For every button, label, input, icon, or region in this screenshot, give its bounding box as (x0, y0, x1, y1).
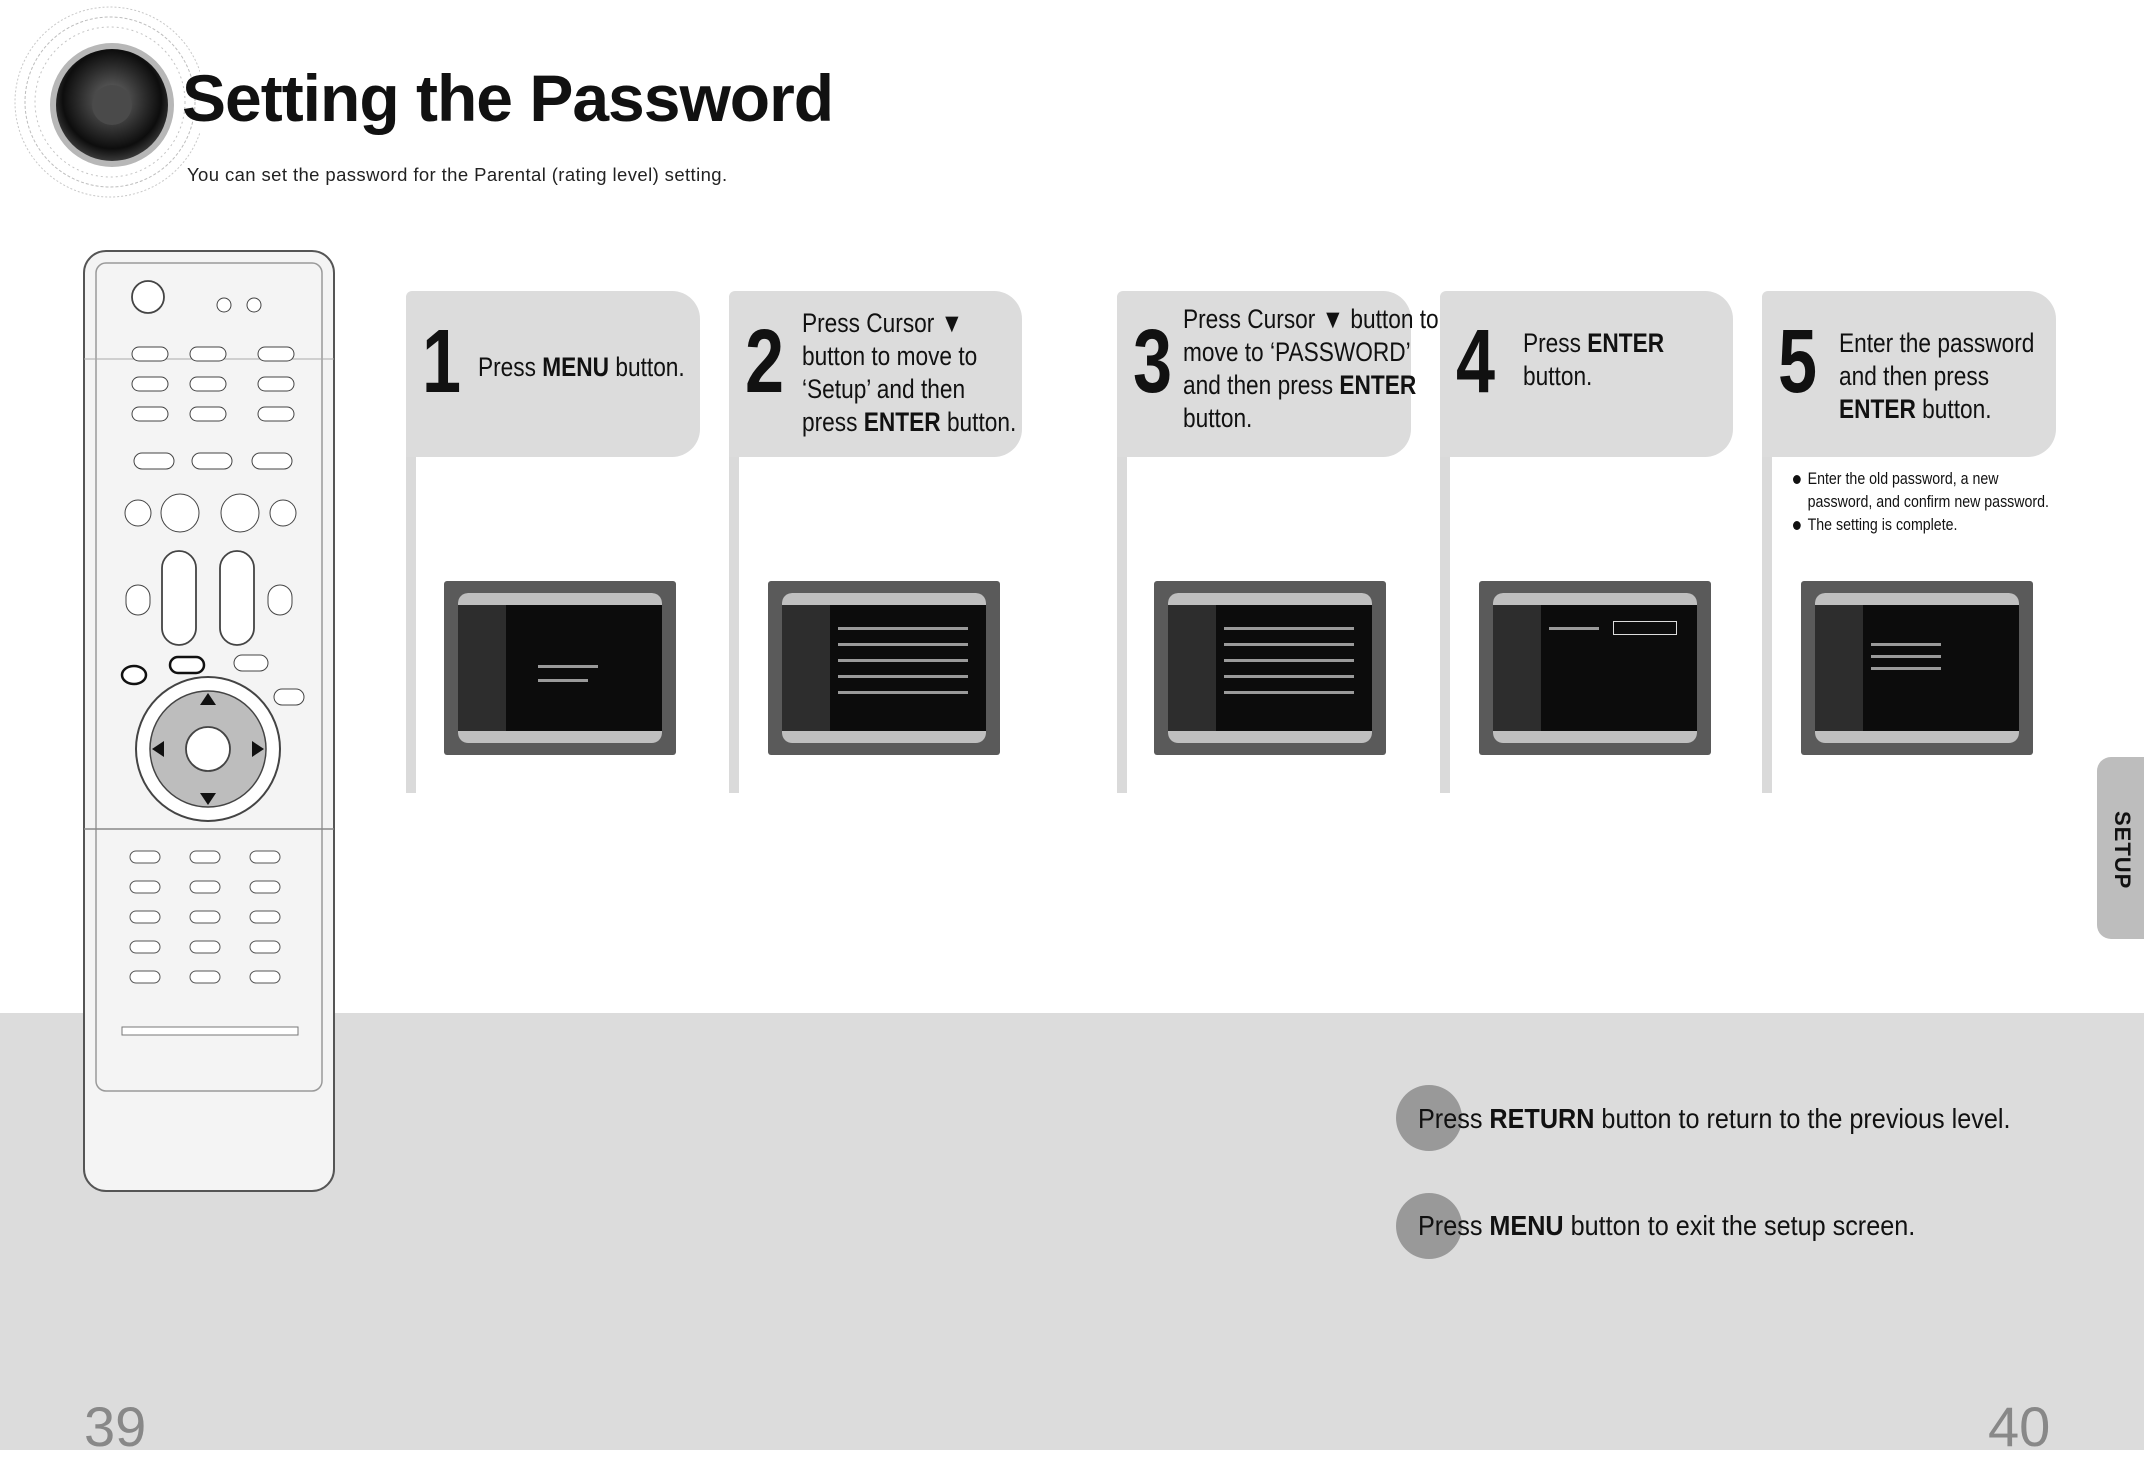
tip-return: Press RETURN button to return to the previous level. (1418, 1103, 2011, 1134)
step-instruction: Press MENU button. (478, 352, 685, 382)
step-2-rail (729, 455, 739, 793)
tv-screen-step-2 (768, 581, 1000, 755)
step-instruction: Press Cursor ▼ button to move to ‘PASSWORD’ and then press ENTER button. (1183, 304, 1439, 433)
section-tab-setup[interactable] (2097, 757, 2144, 939)
bullet-icon (1793, 475, 1801, 484)
page-number-right: 40 (1988, 1395, 2051, 1458)
step-number: 5 (1778, 312, 1814, 412)
step-instruction: Enter the password and then press ENTER button. (1839, 328, 2035, 424)
step-instruction: Press ENTER button. (1523, 328, 1665, 391)
section-tab-label: SETUP (2110, 811, 2135, 890)
page-subtitle: You can set the password for the Parental (rating level) setting. (187, 164, 728, 185)
step-number: 4 (1456, 312, 1492, 412)
note-item: The setting is complete. (1793, 514, 2049, 537)
step-1-card (406, 291, 700, 457)
remote-control-illustration (82, 249, 336, 1193)
step-5-notes (1793, 468, 2049, 537)
tv-screen-step-5 (1801, 581, 2033, 755)
step-5-card (1762, 291, 2056, 457)
step-1-rail (406, 455, 416, 793)
step-instruction: Press Cursor ▼ button to move to ‘Setup’ and then press ENTER button. (802, 308, 1017, 437)
page-title: Setting the Password (182, 61, 834, 135)
note-item: Enter the old password, a new (1793, 468, 2049, 491)
tv-screen-step-1 (444, 581, 676, 755)
step-4-card (1440, 291, 1733, 457)
page-number-left: 39 (84, 1395, 147, 1458)
tip-menu: Press MENU button to exit the setup screen. (1418, 1210, 1916, 1241)
step-number: 3 (1133, 312, 1169, 412)
step-number: 2 (745, 312, 781, 412)
speaker-logo-icon (0, 0, 200, 215)
step-3-rail (1117, 455, 1127, 793)
bullet-icon (1793, 521, 1801, 530)
step-5-rail (1762, 455, 1772, 793)
step-4-rail (1440, 455, 1450, 793)
step-2-card (729, 291, 1022, 457)
step-3-card (1117, 291, 1439, 457)
tv-screen-step-4 (1479, 581, 1711, 755)
step-number: 1 (422, 312, 458, 412)
note-item: password, and confirm new password. (1807, 493, 2049, 511)
tv-screen-step-3 (1154, 581, 1386, 755)
